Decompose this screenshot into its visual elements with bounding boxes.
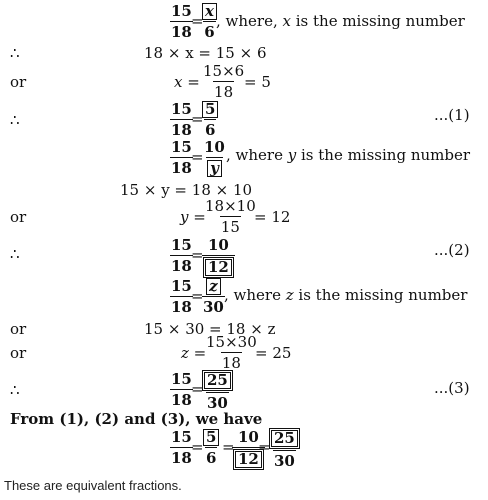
- equals-sign: =: [191, 287, 204, 305]
- fraction-18x10-15: $\frac{18\times 10}{15}$: [205, 197, 256, 236]
- equation-line: 15 × 30 = 18 × z: [144, 320, 276, 338]
- lhs: x =: [174, 73, 200, 91]
- fraction-15-18: $\frac{15}{18}$: [171, 138, 192, 177]
- fraction-15-18: $\frac{15}{18}$: [171, 370, 192, 409]
- answer-box: 12: [233, 449, 264, 470]
- fraction-5-6: $\frac{5}{6}$: [201, 100, 219, 139]
- answer-box: 25: [202, 370, 233, 391]
- fraction-15-18: $\frac{15}{18}$: [171, 100, 192, 139]
- fraction-15-18: [170, 2, 193, 41]
- where-text: , where z is the missing number: [224, 286, 468, 304]
- equals-sign: =: [191, 148, 204, 166]
- result: = 5: [244, 73, 271, 91]
- result: = 12: [254, 208, 291, 226]
- equals-sign: =: [191, 12, 204, 30]
- equation-tag: ...(2): [434, 241, 470, 259]
- fraction-10-12: $\frac{10}{12}$: [232, 428, 265, 470]
- result: = 25: [255, 344, 292, 362]
- equals-sign: =: [222, 438, 235, 456]
- numerator: 15: [171, 2, 192, 20]
- missing-z-box: z: [206, 278, 221, 295]
- lhs: y =: [180, 208, 206, 226]
- therefore-symbol: ∴: [10, 111, 20, 129]
- fraction-25-30: $\frac{25}{30}$: [201, 370, 234, 412]
- or-label: or: [10, 73, 27, 91]
- fraction-15x30-18: $\frac{15\times 30}{18}$: [206, 333, 257, 372]
- missing-y-box: y: [207, 160, 222, 177]
- equals-sign: =: [191, 438, 204, 456]
- fraction-15x6-18: $\frac{15\times 6}{18}$: [203, 62, 245, 101]
- equals-sign: =: [191, 246, 204, 264]
- therefore-symbol: ∴: [10, 245, 20, 263]
- fraction-z-30: $\frac{z}{30}$: [203, 277, 224, 316]
- missing-x-box: x: [202, 3, 217, 20]
- denominator: 6: [204, 23, 215, 41]
- denominator: 18: [171, 23, 192, 41]
- fraction-15-18: $\frac{15}{18}$: [171, 277, 192, 316]
- answer-box: 12: [203, 257, 234, 278]
- equals-sign: =: [191, 380, 204, 398]
- equation-line: 18 × x = 15 × 6: [144, 44, 267, 62]
- answer-box: 25: [269, 428, 300, 449]
- equation-tag: ...(1): [434, 106, 470, 124]
- conclusion-intro: From (1), (2) and (3), we have: [10, 410, 263, 428]
- fraction-15-18: $\frac{15}{18}$: [171, 236, 192, 275]
- equation-line: 15 × y = 18 × 10: [120, 181, 253, 199]
- equals-sign: =: [258, 438, 271, 456]
- or-label: or: [10, 208, 27, 226]
- equation-tag: ...(3): [434, 379, 470, 397]
- lhs: z =: [181, 344, 207, 362]
- fraction-5-6: $\frac{5}{6}$: [202, 428, 220, 467]
- therefore-symbol: ∴: [10, 44, 20, 62]
- footer-note: These are equivalent fractions.: [4, 478, 182, 493]
- answer-box: 5: [202, 101, 218, 118]
- or-label: or: [10, 320, 27, 338]
- fraction-15-18: $\frac{15}{18}$: [171, 428, 192, 467]
- fraction-10-12: $\frac{10}{12}$: [202, 236, 235, 278]
- fraction-25-30: $\frac{25}{30}$: [268, 428, 301, 470]
- or-label: or: [10, 344, 27, 362]
- answer-box: 5: [203, 429, 219, 446]
- fraction-10-y: $\frac{10}{y}$: [204, 138, 225, 177]
- therefore-symbol: ∴: [10, 381, 20, 399]
- equals-sign: =: [191, 110, 204, 128]
- where-text: , where y is the missing number: [226, 146, 471, 164]
- where-text: , where, x is the missing number: [216, 12, 465, 30]
